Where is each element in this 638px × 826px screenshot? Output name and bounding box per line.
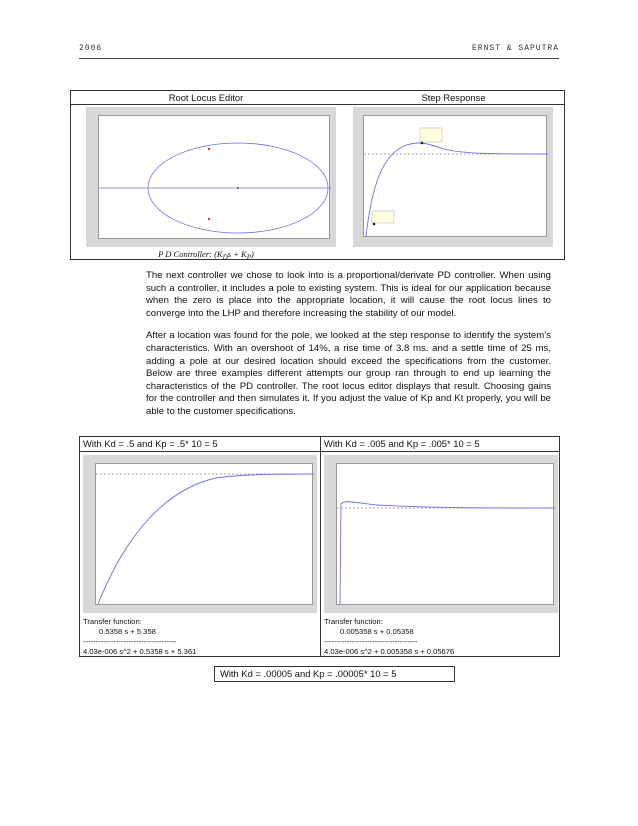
header-rule [79,58,559,59]
header-year: 2006 [79,44,103,53]
top-figure-table [70,90,565,260]
left-step-plot [83,455,317,613]
body-text [146,270,551,429]
zero-marker [237,187,239,189]
top-table-header-rule [71,104,564,105]
right-step-svg [337,464,555,606]
rise-marker [373,223,376,226]
right-step-plot [324,455,558,613]
root-locus-plot [86,107,336,247]
left-tf-denominator: 4.03e-006 s^2 + 0.5358 s + 5.361 [83,647,197,656]
root-locus-svg [99,116,331,240]
step-response-heading: Step Response [421,92,486,103]
right-tf-numerator: 0.005358 s + 0.05358 [340,627,414,636]
pd-controller-caption [71,249,341,262]
caption-sub-d: D [222,253,228,262]
pole-marker [208,148,210,150]
left-transfer-function [83,617,196,657]
right-step-curve [340,502,555,604]
root-locus-editor-heading: Root Locus Editor [168,92,244,103]
bottom-table-divider [320,437,321,656]
paragraph-2: After a location was found for the pole, we looked at the step response to identify the system’s characteristics. With an overshoot of 14%, a rise time of 3.8 ms. and a settle time of 25 ms, adding a pole at our desired location should exceed the specifications from the customer. Below are three examples different attempts our group ran through to end up learning the characteristics of the PD controller. The root locus editor displays that result. Choosing gains for the controller and then simulates it. If you adjust the value of Kp and Kt properly, you will be able to the customer specifications. [146,330,551,417]
left-tf-numerator: 0.5358 s + 5.358 [99,627,156,636]
left-gain-title: With Kd = .5 and Kp = .5* 10 = 5 [83,438,218,449]
right-transfer-function [324,617,454,657]
rise-datatip [372,211,394,223]
step-response-svg [364,116,548,238]
right-tf-denominator: 4.03e-006 s^2 + 0.005358 s + 0.05676 [324,647,455,656]
peak-marker [421,142,424,145]
final-gain-box [214,666,455,682]
left-tf-dash: ------------------------------------- [83,637,177,646]
final-gain-title: With Kd = .00005 and Kp = .00005* 10 = 5 [220,668,397,679]
caption-text-3: ) [251,249,254,259]
caption-text-2: s + K [227,249,247,259]
paragraph-1: The next controller we chose to look into is a proportional/derivate PD controller. When using such a controller, it includes a pole to existing system. This is ideal for our application because when the zero is place into the appropriate location, it will cause the root locus lines to converge into the LHP and therefore increasing the stability of our model. [146,270,551,319]
header-authors: ERNST & SAPUTRA [471,44,559,53]
pole-marker [208,218,210,220]
step-response-plot [353,107,553,247]
caption-sub-p: P [246,253,252,262]
right-tf-dash: ------------------------------------- [324,637,418,646]
left-step-svg [96,464,314,606]
caption-text-1: P D Controller: (K [158,249,223,259]
right-tf-label: Transfer function: [324,617,383,626]
left-tf-label: Transfer function: [83,617,142,626]
bottom-figure-table [79,436,560,657]
right-gain-title: With Kd = .005 and Kp = .005* 10 = 5 [324,438,480,449]
left-step-curve [98,474,314,604]
peak-datatip [420,128,442,142]
